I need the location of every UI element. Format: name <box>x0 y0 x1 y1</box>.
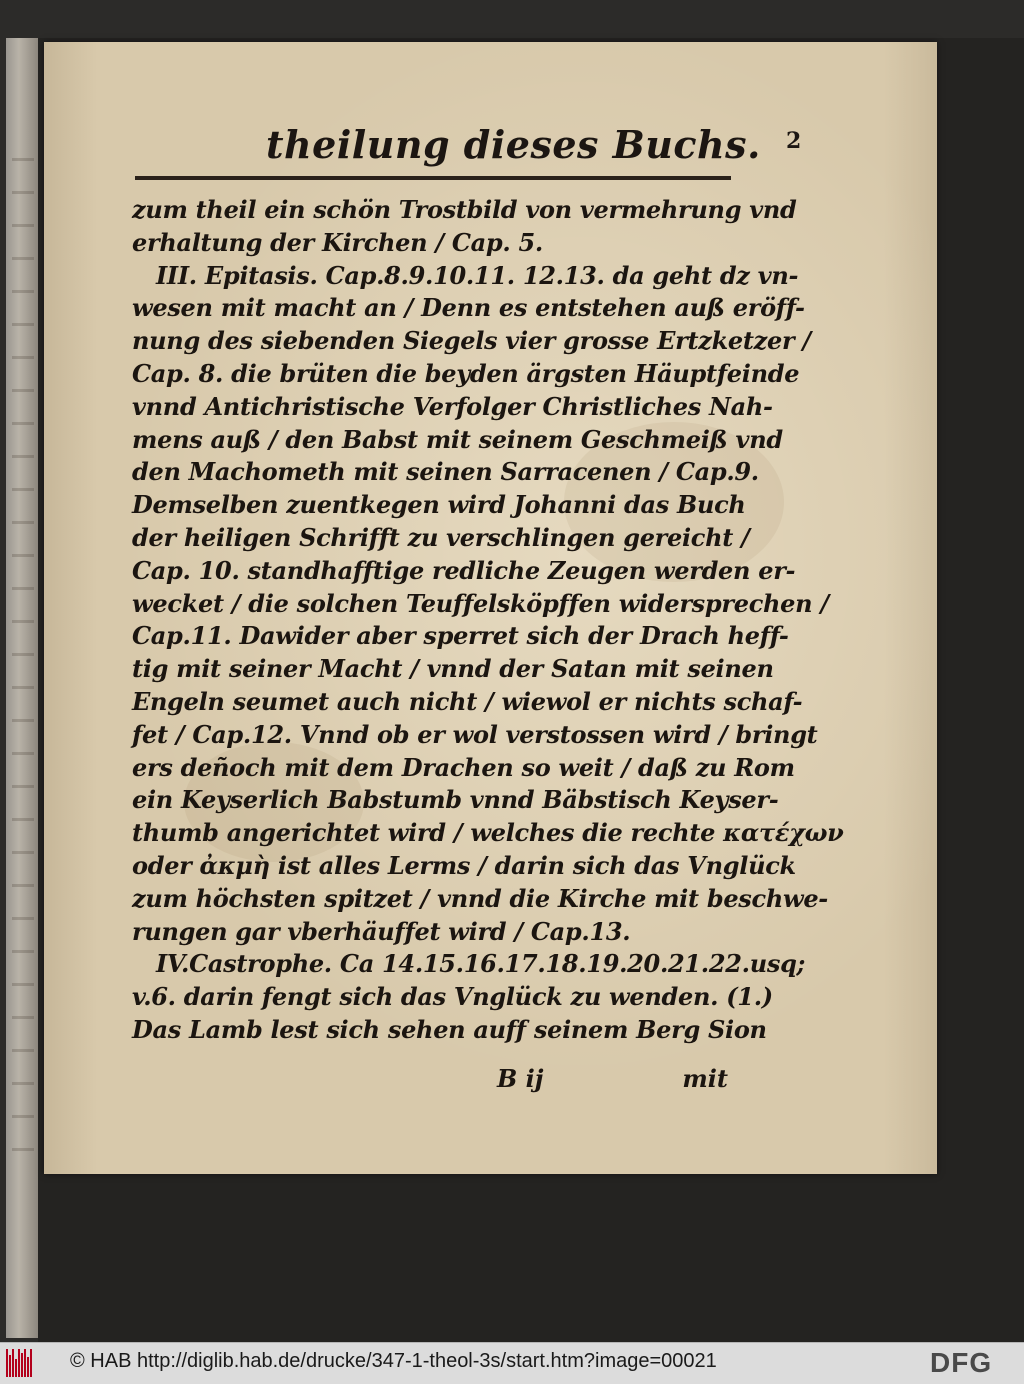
text-line: fet / Cap.12. Vnnd ob er wol verstossen wird / bringt <box>132 719 818 749</box>
catchline <box>132 1064 732 1096</box>
text-line: den Machometh mit seinen Sarracenen / Cap.9. <box>132 457 759 487</box>
text-line: v.6. darin fengt sich das Vnglück zu wenden. (1.) <box>132 982 773 1012</box>
text-line: zum höchsten spitzet / vnnd die Kirche mit beschwe- <box>132 883 828 913</box>
signature-mark: B ij <box>497 1064 544 1093</box>
text-line: tig mit seiner Macht / vnnd der Satan mit seinen <box>132 654 774 684</box>
copyright-link[interactable]: © HAB http://diglib.hab.de/drucke/347-1-theol-3s/start.htm?image=00021 <box>70 1350 717 1372</box>
text-line: ein Keyserlich Babstumb vnnd Bäbstisch Keyser- <box>132 785 779 815</box>
head-rule <box>135 176 731 180</box>
text-line: Cap. 10. standhafftige redliche Zeugen werden er- <box>132 555 796 585</box>
text-line: Das Lamb lest sich sehen auff seinem Berg Sion <box>132 1014 767 1044</box>
text-line: wecket / die solchen Teuffelsköpffen widersprechen / <box>132 588 829 618</box>
text-line: der heiligen Schrifft zu verschlingen gereicht / <box>132 522 750 552</box>
footer-bar <box>0 1342 1024 1384</box>
text-line: nung des siebenden Siegels vier grosse Ertzketzer / <box>132 326 811 356</box>
previous-page-text-shadow <box>12 158 34 1158</box>
text-line: zum theil ein schön Trostbild von vermehrung vnd <box>132 195 797 224</box>
text-line: Cap. 8. die brüten die beyden ärgsten Häuptfeinde <box>132 358 800 388</box>
running-head: theilung dieses Buchs. <box>266 122 761 167</box>
book-page <box>44 42 937 1174</box>
catchword: mit <box>682 1064 728 1093</box>
text-line: mens auß / den Babst mit seinem Geschmeiß vnd <box>132 424 783 454</box>
hab-logo-icon <box>6 1349 36 1377</box>
text-line: erhaltung der Kirchen / Cap. 5. <box>132 227 543 257</box>
body-text <box>132 194 844 1047</box>
text-line: wesen mit macht an / Denn es entstehen auß eröff- <box>132 293 805 323</box>
text-line: rungen gar vberhäuffet wird / Cap.13. <box>132 916 631 946</box>
text-line: Cap.11. Dawider aber sperret sich der Drach heff- <box>132 621 789 651</box>
page-number: 2 <box>786 128 802 154</box>
dfg-logo: DFG <box>930 1347 993 1378</box>
text-line: Engeln seumet auch nicht / wiewol er nichts schaf- <box>132 686 803 716</box>
text-line: IV.Castrophe. Ca 14.15.16.17.18.19.20.21.22.usq; <box>156 949 806 979</box>
previous-page-edge <box>6 38 38 1338</box>
text-line: thumb angerichtet wird / welches die rechte κατέχων <box>132 818 844 848</box>
text-line: ers deñoch mit dem Drachen so weit / daß zu Rom <box>132 752 795 782</box>
text-line: vnnd Antichristische Verfolger Christliches Nah- <box>132 391 773 421</box>
text-line: oder ἀκμὴ ist alles Lerms / darin sich das Vnglück <box>132 850 796 880</box>
text-line: III. Epitasis. Cap.8.9.10.11. 12.13. da geht dz vn- <box>156 260 799 290</box>
text-line: Demselben zuentkegen wird Johanni das Buch <box>132 490 746 520</box>
